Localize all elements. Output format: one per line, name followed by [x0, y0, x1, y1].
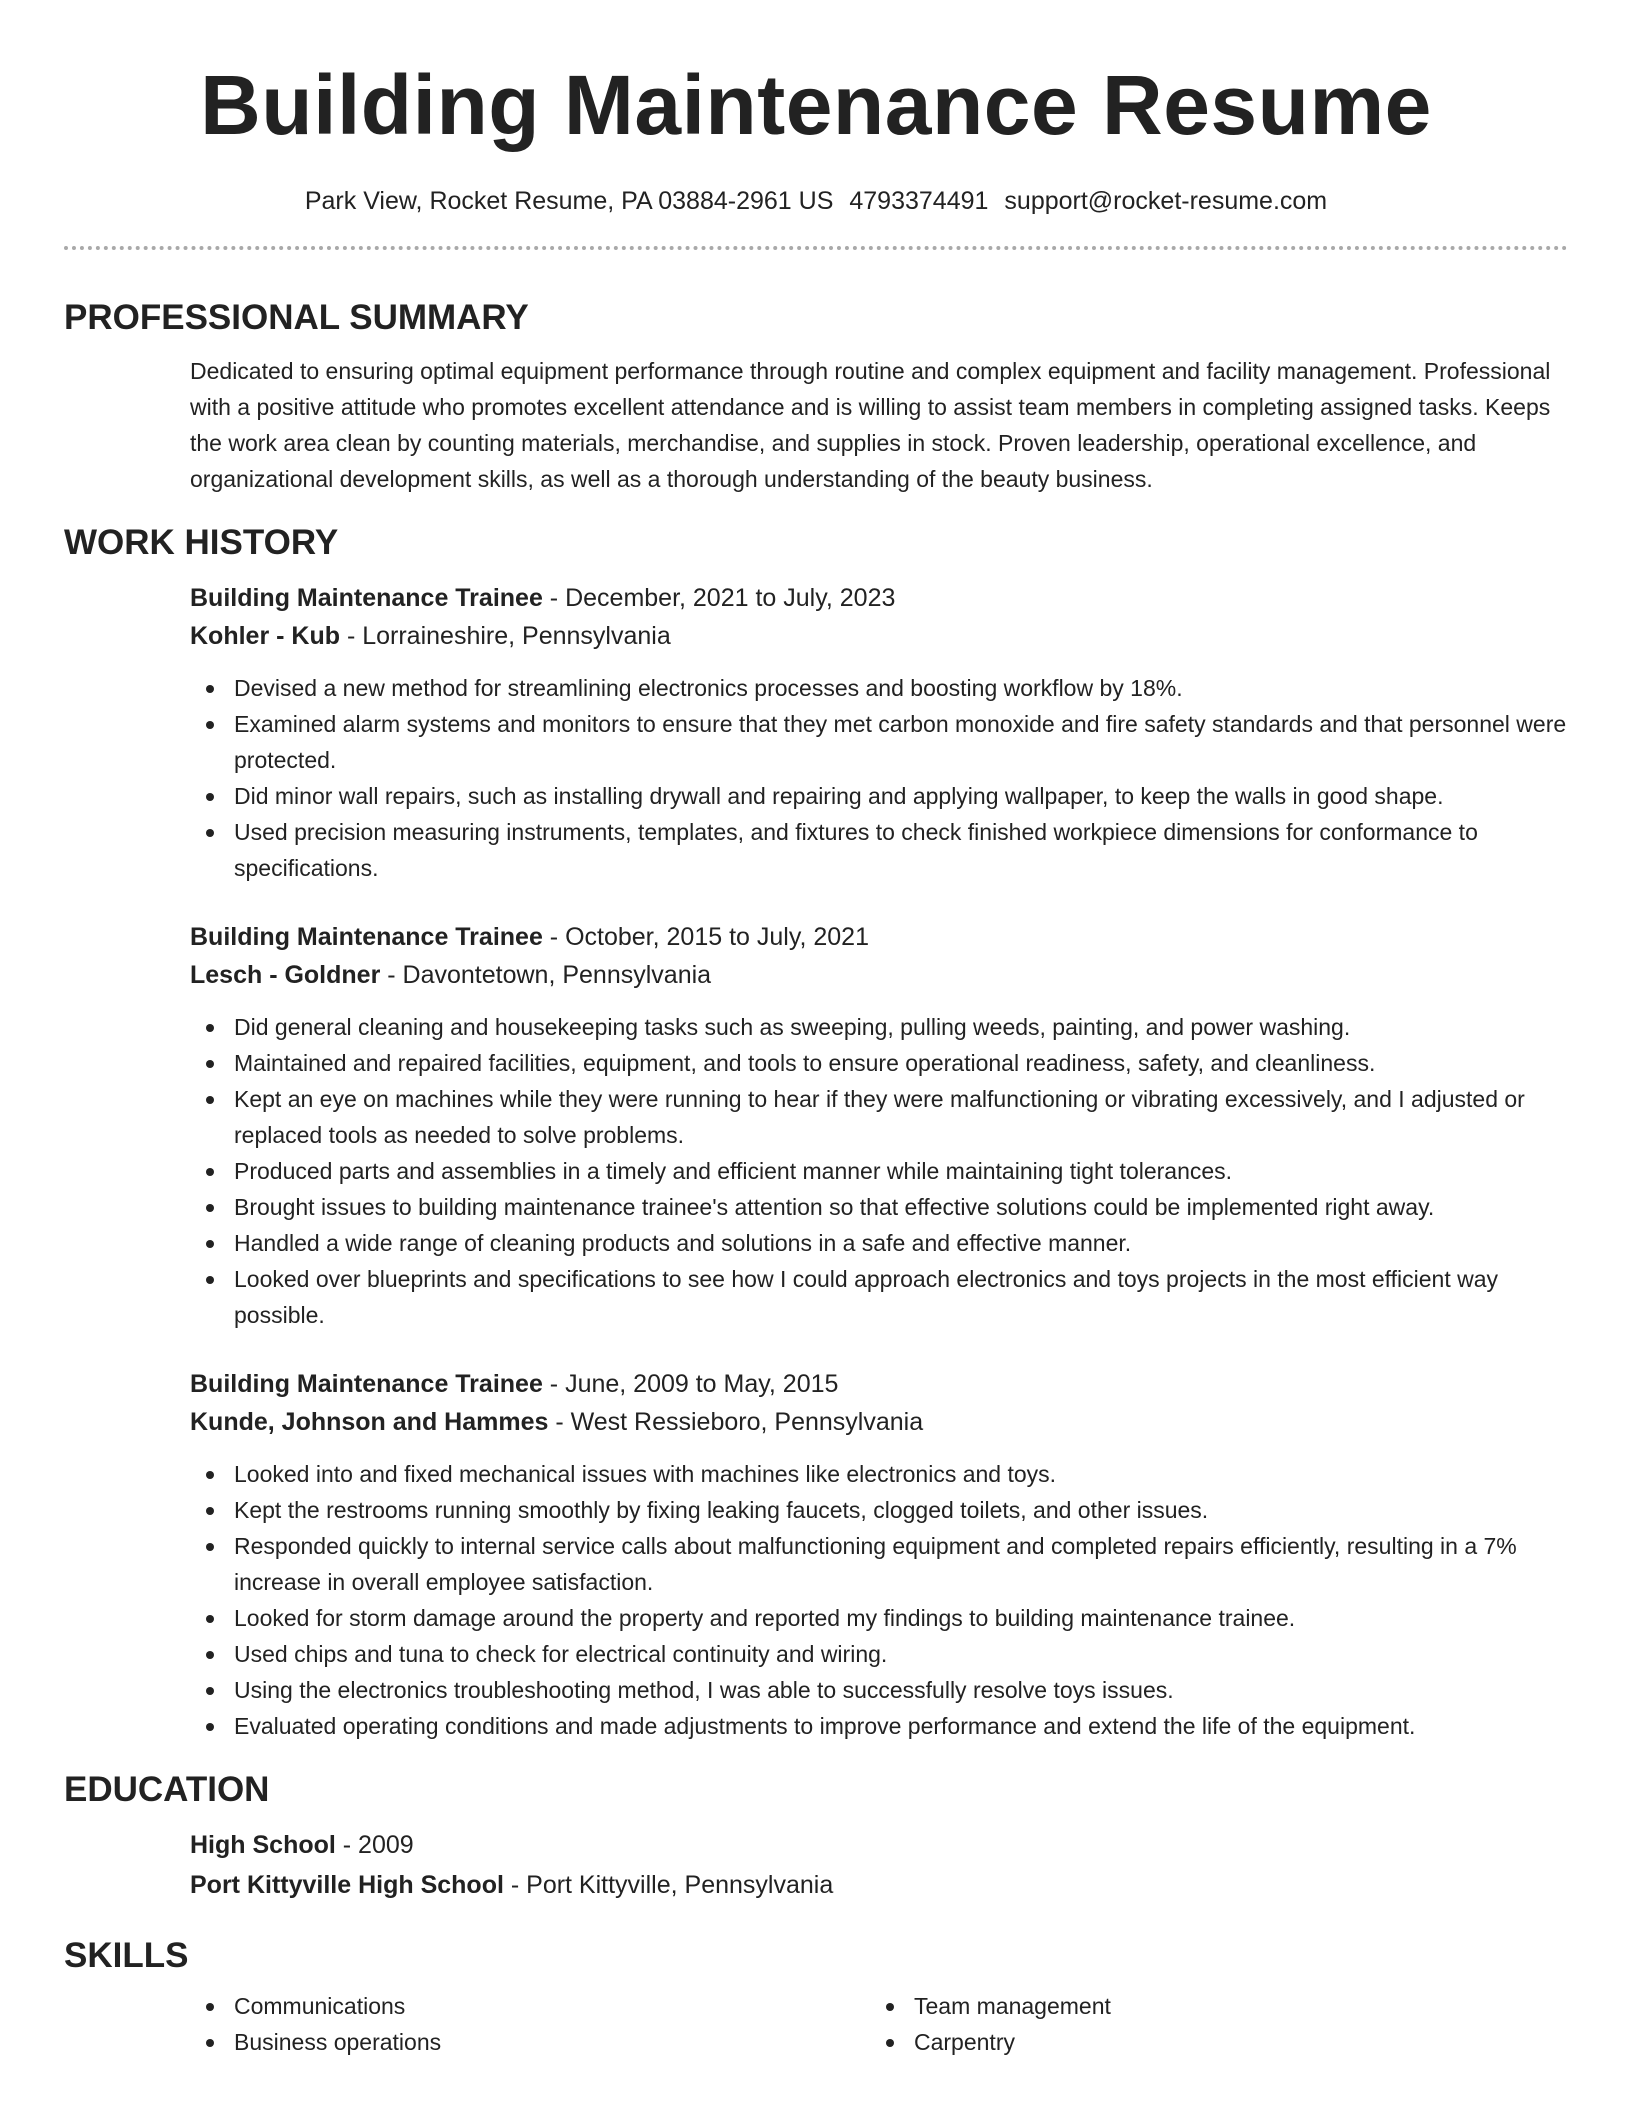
- list-item: Examined alarm systems and monitors to ensure that they met carbon monoxide and fire safety standards and that personnel were protected.: [190, 706, 1568, 778]
- skills-column-left: [190, 1988, 870, 2060]
- skills-list-right: [870, 1988, 1550, 2060]
- skills-heading: SKILLS: [64, 1936, 189, 1975]
- job-dates: - June, 2009 to May, 2015: [542, 1370, 839, 1398]
- job-bullets: [190, 1456, 1568, 1744]
- contact-phone: 4793374491: [849, 187, 989, 215]
- contact-address: Park View, Rocket Resume, PA 03884-2961 US: [304, 187, 834, 215]
- job-location: - West Ressieboro, Pennsylvania: [548, 1408, 924, 1436]
- education-year: - 2009: [335, 1831, 414, 1859]
- skill-item: Business operations: [190, 2024, 870, 2060]
- list-item: Evaluated operating conditions and made adjustments to improve performance and extend the life of the equipment.: [190, 1708, 1568, 1744]
- education-heading: EDUCATION: [64, 1770, 270, 1809]
- job-dates: - December, 2021 to July, 2023: [542, 584, 896, 612]
- list-item: Responded quickly to internal service calls about malfunctioning equipment and completed repairs efficiently, resulting in a 7% increase in overall employee satisfaction.: [190, 1528, 1568, 1600]
- skill-item: Carpentry: [870, 2024, 1550, 2060]
- education-section: [64, 1826, 1568, 1904]
- list-item: Devised a new method for streamlining electronics processes and boosting workflow by 18%.: [190, 670, 1568, 706]
- job-company: Lesch - Goldner: [190, 961, 381, 989]
- education-school-line: [190, 1866, 1568, 1904]
- skills-grid: [190, 1988, 1568, 2060]
- list-item: Brought issues to building maintenance trainee's attention so that effective solutions could be implemented right away.: [190, 1189, 1568, 1225]
- education-degree: High School: [190, 1831, 336, 1859]
- skills-section: [64, 1988, 1568, 2060]
- contact-email[interactable]: support@rocket-resume.com: [1004, 187, 1328, 215]
- job-title-line: [190, 918, 1568, 956]
- list-item: Kept an eye on machines while they were running to hear if they were malfunctioning or vibrating excessively, and I adjusted or replaced tools as needed to solve problems.: [190, 1081, 1568, 1153]
- job-entry: [190, 1365, 1568, 1744]
- job-company: Kohler - Kub: [190, 622, 340, 650]
- list-item: Produced parts and assemblies in a timely and efficient manner while maintaining tight tolerances.: [190, 1153, 1568, 1189]
- job-company-line: [190, 617, 1568, 655]
- job-company-line: [190, 1403, 1568, 1441]
- job-entry: [190, 918, 1568, 1333]
- list-item: Looked over blueprints and specifications to see how I could approach electronics and toys projects in the most efficient way possible.: [190, 1261, 1568, 1333]
- job-bullets: [190, 1009, 1568, 1333]
- list-item: Maintained and repaired facilities, equipment, and tools to ensure operational readiness, safety, and cleanliness.: [190, 1045, 1568, 1081]
- education-school: Port Kittyville High School: [190, 1871, 504, 1899]
- resume-title: Building Maintenance Resume: [200, 58, 1432, 152]
- education-degree-line: [190, 1826, 1568, 1864]
- job-entry: [190, 579, 1568, 886]
- job-location: - Davontetown, Pennsylvania: [380, 961, 712, 989]
- skill-item: Team management: [870, 1988, 1550, 2024]
- summary-text: Dedicated to ensuring optimal equipment performance through routine and complex equipment and facility management. Professional with a positive attitude who promotes excellent attendance and is willing to assist team members in completing assigned tasks. Keeps the work area clean by counting materials, merchandise, and supplies in stock. Proven leadership, operational excellence, and organizational development skills, as well as a thorough understanding of the beauty business.: [190, 358, 1551, 492]
- job-company-line: [190, 956, 1568, 994]
- skills-column-right: [870, 1988, 1550, 2060]
- education-location: - Port Kittyville, Pennsylvania: [503, 1871, 834, 1899]
- list-item: Kept the restrooms running smoothly by fixing leaking faucets, clogged toilets, and other issues.: [190, 1492, 1568, 1528]
- job-title-line: [190, 1365, 1568, 1403]
- summary-heading: PROFESSIONAL SUMMARY: [64, 298, 529, 337]
- list-item: Used precision measuring instruments, templates, and fixtures to check finished workpiece dimensions for conformance to specifications.: [190, 814, 1568, 886]
- job-title-line: [190, 579, 1568, 617]
- skills-list-left: [190, 1988, 870, 2060]
- list-item: Did general cleaning and housekeeping tasks such as sweeping, pulling weeds, painting, and power washing.: [190, 1009, 1568, 1045]
- list-item: Using the electronics troubleshooting method, I was able to successfully resolve toys issues.: [190, 1672, 1568, 1708]
- job-title: Building Maintenance Trainee: [190, 923, 543, 951]
- job-location: - Lorraineshire, Pennsylvania: [340, 622, 671, 650]
- list-item: Handled a wide range of cleaning products and solutions in a safe and effective manner.: [190, 1225, 1568, 1261]
- list-item: Looked for storm damage around the property and reported my findings to building maintenance trainee.: [190, 1600, 1568, 1636]
- job-title: Building Maintenance Trainee: [190, 1370, 543, 1398]
- list-item: Did minor wall repairs, such as installing drywall and repairing and applying wallpaper, to keep the walls in good shape.: [190, 778, 1568, 814]
- skill-item: Communications: [190, 1988, 870, 2024]
- contact-line: [64, 184, 1568, 218]
- job-company: Kunde, Johnson and Hammes: [190, 1408, 549, 1436]
- work-history-section: [64, 579, 1568, 1744]
- list-item: Looked into and fixed mechanical issues with machines like electronics and toys.: [190, 1456, 1568, 1492]
- job-bullets: [190, 670, 1568, 886]
- list-item: Used chips and tuna to check for electrical continuity and wiring.: [190, 1636, 1568, 1672]
- work-history-heading: WORK HISTORY: [64, 523, 339, 562]
- summary-section: [64, 353, 1568, 497]
- header-divider: [64, 246, 1568, 250]
- job-title: Building Maintenance Trainee: [190, 584, 543, 612]
- job-dates: - October, 2015 to July, 2021: [542, 923, 869, 951]
